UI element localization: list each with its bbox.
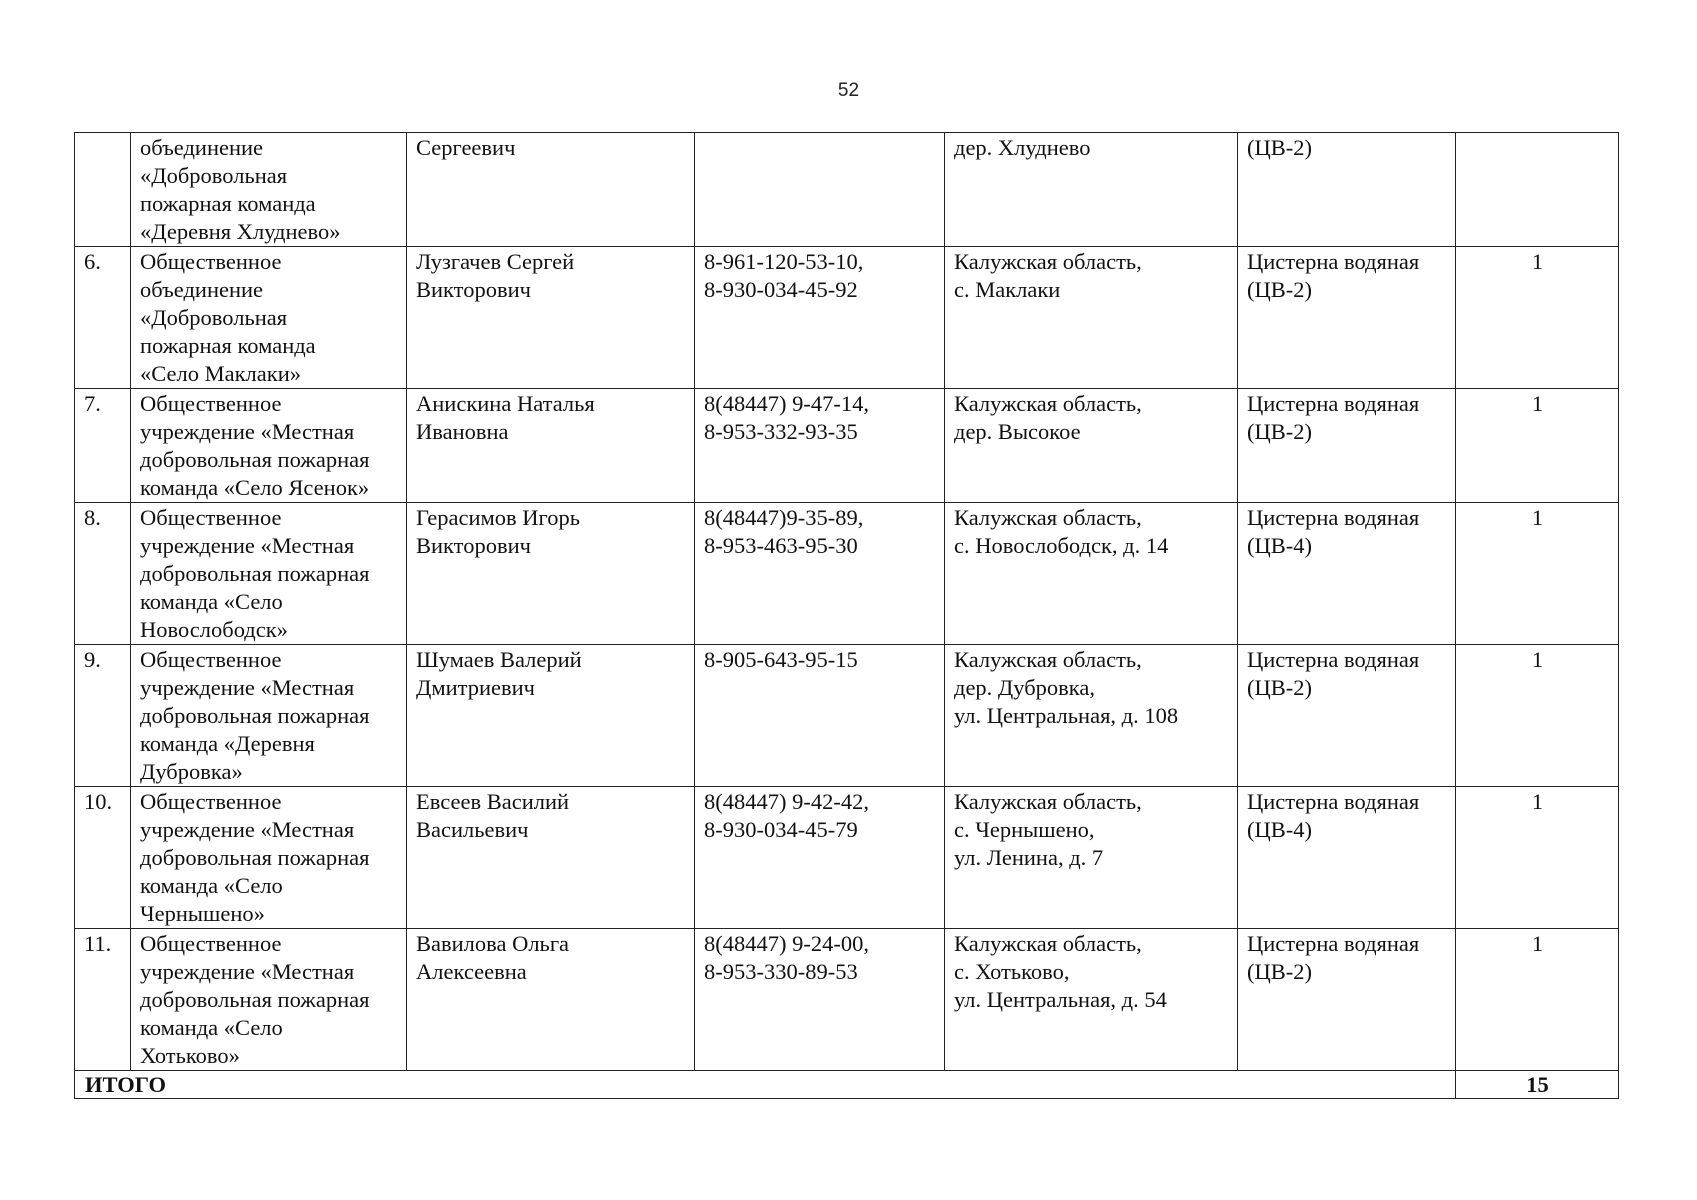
phone-numbers: 8(48447) 9-42-42, 8-930-034-45-79: [695, 787, 945, 929]
row-number: 8.: [75, 503, 131, 645]
organization-name: Общественное учреждение «Местная добровольная пожарная команда «Село Хотьково»: [131, 929, 407, 1071]
vehicle-count: 1: [1456, 929, 1619, 1071]
vehicle-count: 1: [1456, 645, 1619, 787]
vehicle-count: 1: [1456, 503, 1619, 645]
vehicle-type: (ЦВ-2): [1238, 133, 1456, 247]
row-number: 6.: [75, 247, 131, 389]
phone-numbers: 8(48447)9-35-89, 8-953-463-95-30: [695, 503, 945, 645]
head-name: Евсеев Василий Васильевич: [407, 787, 695, 929]
vehicle-type: Цистерна водяная (ЦВ-2): [1238, 645, 1456, 787]
total-value: 15: [1456, 1071, 1619, 1099]
address: дер. Хлуднево: [945, 133, 1238, 247]
vehicle-count: [1456, 133, 1619, 247]
table-row: [75, 645, 1619, 787]
row-number: 10.: [75, 787, 131, 929]
address: Калужская область, с. Новослободск, д. 14: [945, 503, 1238, 645]
address: Калужская область, с. Хотьково, ул. Центральная, д. 54: [945, 929, 1238, 1071]
vehicle-type: Цистерна водяная (ЦВ-2): [1238, 929, 1456, 1071]
total-label: ИТОГО: [75, 1071, 1456, 1099]
row-number: [75, 133, 131, 247]
vehicle-type: Цистерна водяная (ЦВ-2): [1238, 247, 1456, 389]
row-number: 9.: [75, 645, 131, 787]
table-row: [75, 503, 1619, 645]
phone-numbers: 8(48447) 9-24-00, 8-953-330-89-53: [695, 929, 945, 1071]
vehicle-count: 1: [1456, 787, 1619, 929]
row-number: 11.: [75, 929, 131, 1071]
page-number: 52: [837, 80, 860, 101]
vehicle-type: Цистерна водяная (ЦВ-2): [1238, 389, 1456, 503]
phone-numbers: [695, 133, 945, 247]
head-name: Лузгачев Сергей Викторович: [407, 247, 695, 389]
address: Калужская область, с. Маклаки: [945, 247, 1238, 389]
table-row: [75, 133, 1619, 247]
row-number: 7.: [75, 389, 131, 503]
head-name: Шумаев Валерий Дмитриевич: [407, 645, 695, 787]
table-row: [75, 929, 1619, 1071]
table-row: [75, 247, 1619, 389]
address: Калужская область, дер. Дубровка, ул. Центральная, д. 108: [945, 645, 1238, 787]
address: Калужская область, дер. Высокое: [945, 389, 1238, 503]
phone-numbers: 8-961-120-53-10, 8-930-034-45-92: [695, 247, 945, 389]
address: Калужская область, с. Чернышено, ул. Ленина, д. 7: [945, 787, 1238, 929]
organization-name: Общественное учреждение «Местная добровольная пожарная команда «Село Ясенок»: [131, 389, 407, 503]
organization-name: Общественное учреждение «Местная добровольная пожарная команда «Село Чернышено»: [131, 787, 407, 929]
organization-name: Общественное объединение «Добровольная пожарная команда «Село Маклаки»: [131, 247, 407, 389]
vehicle-count: 1: [1456, 389, 1619, 503]
vehicle-type: Цистерна водяная (ЦВ-4): [1238, 503, 1456, 645]
table-row: [75, 787, 1619, 929]
head-name: Герасимов Игорь Викторович: [407, 503, 695, 645]
head-name: Анискина Наталья Ивановна: [407, 389, 695, 503]
head-name: Сергеевич: [407, 133, 695, 247]
table-row: [75, 389, 1619, 503]
fire-brigade-table: [74, 132, 1619, 1099]
phone-numbers: 8(48447) 9-47-14, 8-953-332-93-35: [695, 389, 945, 503]
vehicle-count: 1: [1456, 247, 1619, 389]
phone-numbers: 8-905-643-95-15: [695, 645, 945, 787]
total-row: [75, 1071, 1619, 1099]
organization-name: объединение «Добровольная пожарная команда «Деревня Хлуднево»: [131, 133, 407, 247]
organization-name: Общественное учреждение «Местная добровольная пожарная команда «Деревня Дубровка»: [131, 645, 407, 787]
vehicle-type: Цистерна водяная (ЦВ-4): [1238, 787, 1456, 929]
head-name: Вавилова Ольга Алексеевна: [407, 929, 695, 1071]
organization-name: Общественное учреждение «Местная добровольная пожарная команда «Село Новослободск»: [131, 503, 407, 645]
